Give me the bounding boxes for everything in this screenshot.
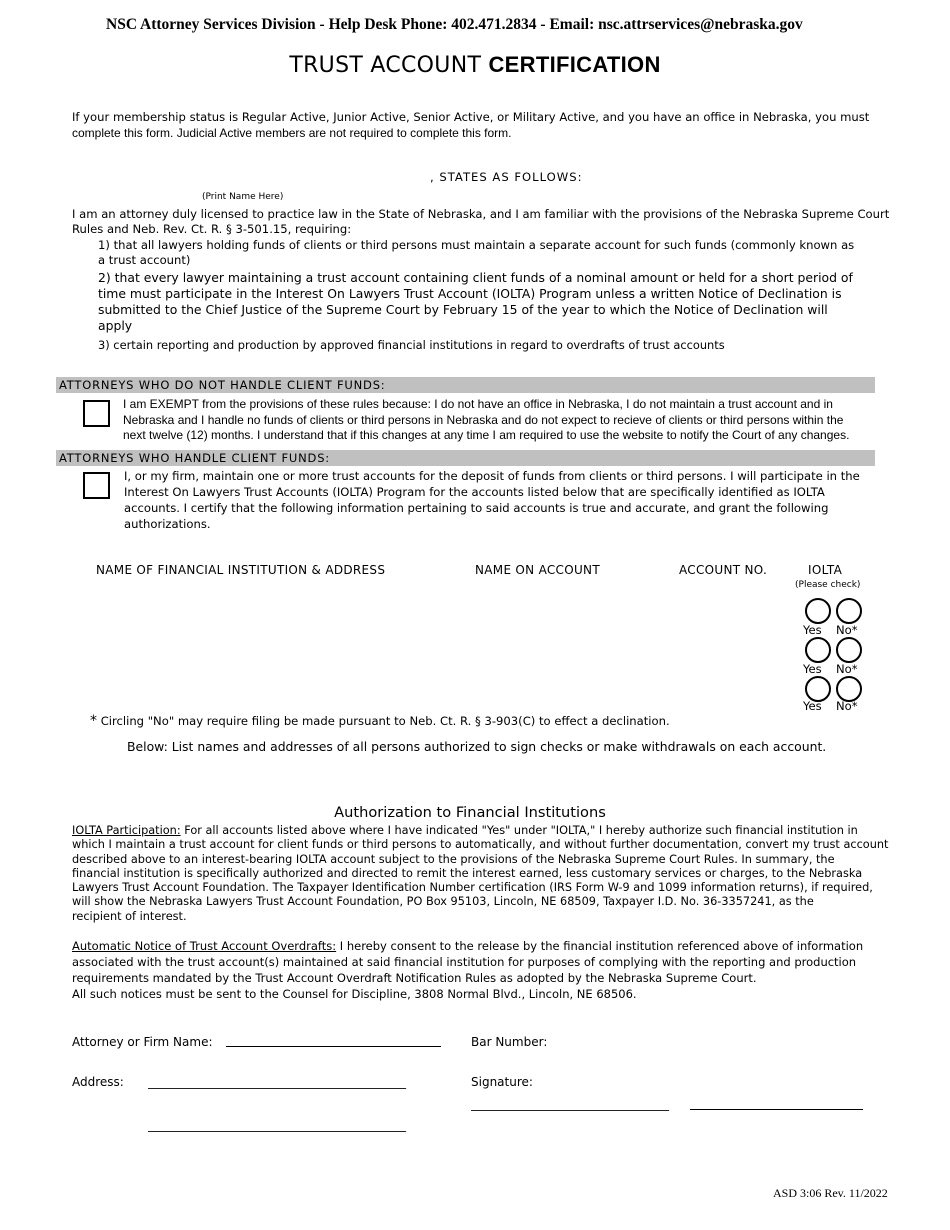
requirement-3: 3) certain reporting and production by approved financial institutions in regard to overdrafts of trust accounts xyxy=(98,338,725,352)
overdraft-notice-label: Automatic Notice of Trust Account Overdrafts: xyxy=(72,939,337,953)
intro-line-2: complete this form. Judicial Active members are not required to complete this form. xyxy=(72,126,512,140)
help-desk-contact-line: NSC Attorney Services Division - Help Desk Phone: 402.471.2834 - Email: nsc.attrservices@nebraska.gov xyxy=(106,16,803,33)
address-label: Address: xyxy=(72,1075,124,1089)
iolta-participation-label: IOLTA Participation: xyxy=(72,824,181,837)
funds-line-2: Interest On Lawyers Trust Accounts (IOLTA) Program for the accounts listed below that are specifically identified as IOLTA xyxy=(124,485,825,499)
signature-underline xyxy=(690,1109,863,1110)
name-on-account-input-row-3[interactable] xyxy=(472,680,666,700)
title-part-2: CERTIFICATION xyxy=(488,52,661,77)
exempt-line-3: next twelve (12) months. I understand that if this changes at any time I am required to use the website to notify the Court of any changes. xyxy=(123,428,850,442)
iolta-line-2: which I maintain a trust account for client funds or third persons to automatically, and without further documentation, convert my trust account xyxy=(72,838,889,852)
funds-line-3: accounts. I certify that the following information pertaining to said accounts is true and accurate, and grant the following xyxy=(124,501,829,515)
signature-input[interactable] xyxy=(471,1091,867,1109)
requirement-2-line-2: time must participate in the Interest On Lawyers Trust Account (IOLTA) Program unless a written Notice of Declination is xyxy=(98,286,842,301)
account-number-input-row-2[interactable] xyxy=(676,640,790,660)
page-title xyxy=(0,52,950,78)
col-header-name-on-account: NAME ON ACCOUNT xyxy=(475,563,600,577)
handles-funds-checkbox[interactable] xyxy=(83,472,110,499)
yes-label-row-2: Yes xyxy=(803,662,822,676)
funds-statement xyxy=(124,468,860,532)
address-line-1-input[interactable] xyxy=(148,1070,448,1088)
please-check-hint: (Please check) xyxy=(795,580,861,590)
iolta-yes-radio-row-2[interactable] xyxy=(805,637,831,663)
overdraft-line-1: I hereby consent to the release by the financial institution referenced above of information xyxy=(336,939,864,953)
signature-label: Signature: xyxy=(471,1075,533,1089)
funds-section-heading: ATTORNEYS WHO HANDLE CLIENT FUNDS: xyxy=(56,450,875,466)
exempt-statement xyxy=(123,397,849,444)
no-label-row-3: No* xyxy=(836,699,858,713)
bar-number-label: Bar Number: xyxy=(471,1035,548,1049)
institution-input-row-2[interactable] xyxy=(94,640,458,660)
authorized-signers-input[interactable] xyxy=(72,760,876,800)
form-revision-id: ASD 3:06 Rev. 11/2022 xyxy=(773,1186,888,1200)
authorized-signers-note: Below: List names and addresses of all persons authorized to sign checks or make withdrawals on each account. xyxy=(127,739,827,754)
signature-blank: _________________________________ xyxy=(471,1097,669,1111)
statement-line-2: Rules and Neb. Rev. Ct. R. § 3-501.15, requiring: xyxy=(72,222,352,236)
states-as-follows: , STATES AS FOLLOWS: xyxy=(430,170,583,184)
footnote-text: Circling "No" may require filing be made pursuant to Neb. Ct. R. § 3-903(C) to effect a declination. xyxy=(100,714,670,728)
no-funds-section-heading: ATTORNEYS WHO DO NOT HANDLE CLIENT FUNDS: xyxy=(56,377,875,393)
iolta-line-5: Lawyers Trust Account Foundation. The Taxpayer Identification Number certification (IRS Form W-9 and 1099 information returns), if required, xyxy=(72,881,873,895)
requirement-1-line-1: 1) that all lawyers holding funds of clients or third persons must maintain a separate account for such funds (commonly known as xyxy=(98,238,855,252)
iolta-line-7: recipient of interest. xyxy=(72,909,187,923)
address-line-1-blank: ___________________________________________ xyxy=(148,1075,406,1089)
yes-label-row-1: Yes xyxy=(803,623,822,637)
iolta-line-3: described above to an interest-bearing IOLTA account subject to the provisions of the Nebraska Supreme Court Rules. In summary, the xyxy=(72,852,835,866)
no-label-row-1: No* xyxy=(836,623,858,637)
footnote-asterisk: * xyxy=(90,713,97,729)
name-on-account-input-row-1[interactable] xyxy=(472,600,666,620)
no-label-row-2: No* xyxy=(836,662,858,676)
institution-input-row-3[interactable] xyxy=(94,680,458,700)
funds-line-4: authorizations. xyxy=(124,517,211,531)
bar-number-input[interactable] xyxy=(552,1030,856,1048)
col-header-account-number: ACCOUNT NO. xyxy=(679,563,768,577)
overdraft-notice-paragraph xyxy=(72,938,863,1002)
iolta-line-4: financial institution is specifically authorized and directed to remit the interest earned, less customary services or charges, to the Nebraska xyxy=(72,866,863,880)
iolta-no-radio-row-2[interactable] xyxy=(836,637,862,663)
print-name-hint: (Print Name Here) xyxy=(202,192,284,202)
title-part-1: TRUST ACCOUNT xyxy=(289,53,489,78)
overdraft-line-4: All such notices must be sent to the Counsel for Discipline, 3808 Normal Blvd., Lincoln, NE 68506. xyxy=(72,987,637,1001)
authorization-heading: Authorization to Financial Institutions xyxy=(334,804,606,821)
exempt-checkbox[interactable] xyxy=(83,400,110,427)
address-line-2-input[interactable] xyxy=(148,1113,448,1131)
attorney-firm-name-input[interactable] xyxy=(226,1030,445,1048)
iolta-line-1: For all accounts listed above where I have indicated "Yes" under "IOLTA," I hereby authorize such financial institution in xyxy=(180,824,858,837)
requirement-2-line-3: submitted to the Chief Justice of the Supreme Court by February 15 of the year to which the Notice of Declination will xyxy=(98,302,828,317)
col-header-institution: NAME OF FINANCIAL INSTITUTION & ADDRESS xyxy=(96,563,386,577)
exempt-line-2: Nebraska and I handle no funds of clients or third persons in Nebraska and do not expect to recieve of clients or third persons within the xyxy=(123,412,844,427)
attorney-firm-name-label: Attorney or Firm Name: xyxy=(72,1035,213,1049)
declination-footnote xyxy=(90,713,670,729)
requirement-2-line-4: apply xyxy=(98,318,133,333)
intro-line-1: If your membership status is Regular Active, Junior Active, Senior Active, or Military Active, and you have an office in Nebraska, you must xyxy=(72,110,870,124)
account-number-input-row-1[interactable] xyxy=(676,600,790,620)
yes-label-row-3: Yes xyxy=(803,699,822,713)
institution-input-row-1[interactable] xyxy=(94,600,458,620)
iolta-no-radio-row-1[interactable] xyxy=(836,598,862,624)
requirement-2-line-1: 2) that every lawyer maintaining a trust account containing client funds of a nominal amount or held for a short period of xyxy=(98,270,853,285)
overdraft-line-2: associated with the trust account(s) maintained at said financial institution for purposes of complying with the reporting and production xyxy=(72,955,857,969)
attorney-print-name-input[interactable] xyxy=(72,168,431,188)
address-line-2-blank: ___________________________________________ xyxy=(148,1118,406,1132)
overdraft-line-3: requirements mandated by the Trust Account Overdraft Notification Rules as adopted by the Nebraska Supreme Court. xyxy=(72,971,757,985)
iolta-yes-radio-row-1[interactable] xyxy=(805,598,831,624)
account-number-input-row-3[interactable] xyxy=(676,680,790,700)
requirement-1-line-2: a trust account) xyxy=(98,253,191,267)
iolta-participation-paragraph xyxy=(72,824,888,924)
iolta-line-6: will show the Nebraska Lawyers Trust Account Foundation, PO Box 95103, Lincoln, NE 68509, Taxpayer I.D. No. 36-3357241, as the xyxy=(72,895,814,909)
col-header-iolta: IOLTA xyxy=(808,563,843,577)
funds-line-1: I, or my firm, maintain one or more trust accounts for the deposit of funds from clients or third persons. I will participate in the xyxy=(124,469,860,483)
name-on-account-input-row-2[interactable] xyxy=(472,640,666,660)
statement-line-1: I am an attorney duly licensed to practice law in the State of Nebraska, and I am familiar with the provisions of the Nebraska Supreme Court xyxy=(72,207,890,221)
exempt-line-1: I am EXEMPT from the provisions of these rules because: I do not have an office in Nebraska, I do not maintain a trust account and in xyxy=(123,397,833,411)
